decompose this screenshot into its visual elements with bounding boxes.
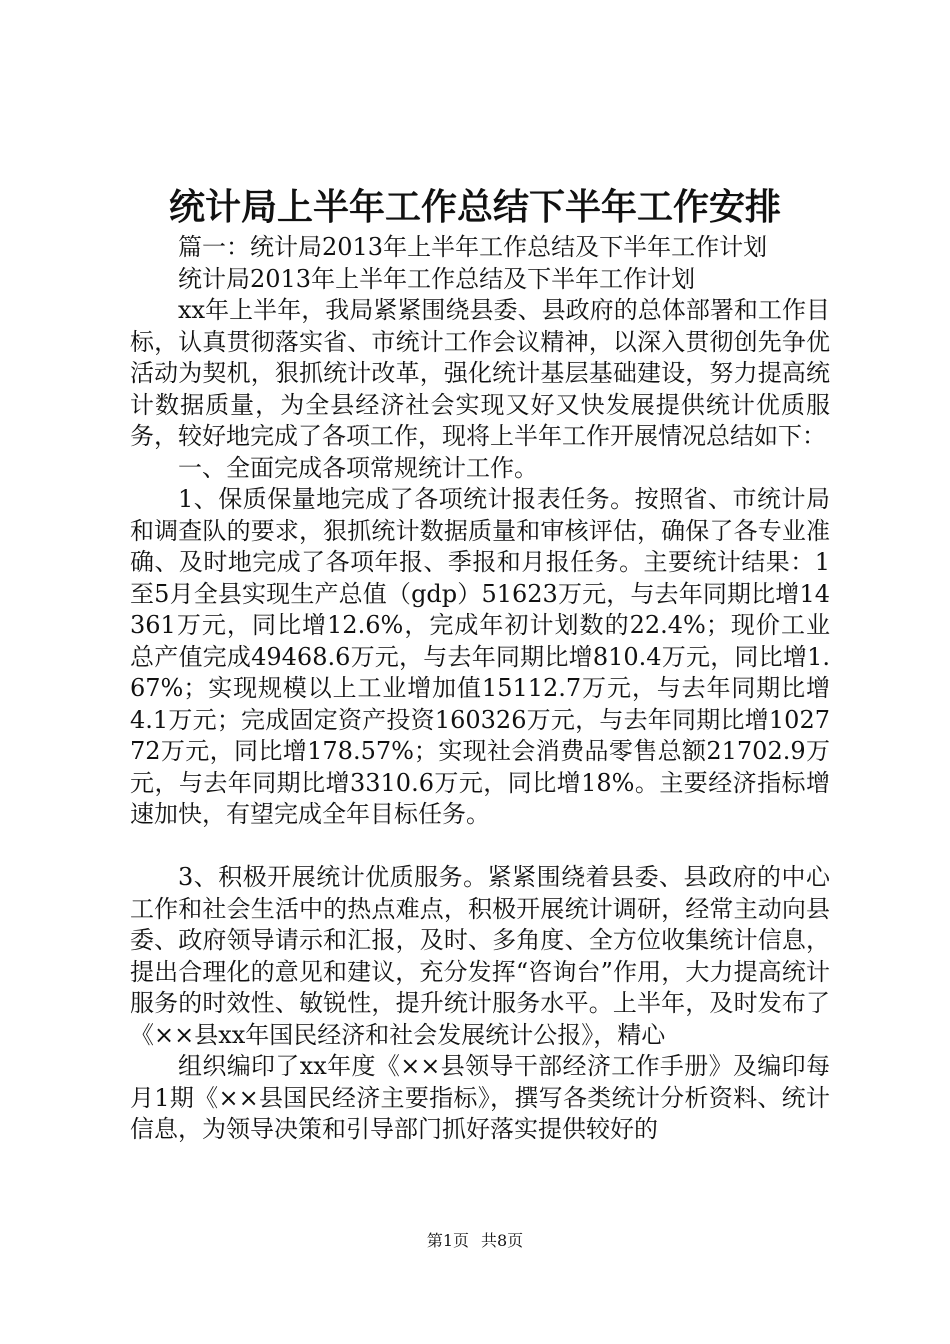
paragraph-heading: 篇一：统计局2013年上半年工作总结及下半年工作计划 <box>178 233 768 261</box>
paragraph-section-one: 一、全面完成各项常规统计工作。 <box>178 453 538 482</box>
page-footer <box>0 1230 950 1252</box>
document-title: 统计局上半年工作总结下半年工作安排 <box>168 187 781 228</box>
page-total: 共8页 <box>481 1231 524 1250</box>
document-body <box>130 232 830 1146</box>
paragraph-intro: xx年上半年，我局紧紧围绕县委、县政府的总体部署和工作目标，认真贯彻落实省、市统计工作会议精神，以深入贯彻创先争优活动为契机，狠抓统计改革，强化统计基层基础建设，努力提高统计数据质量，为全县经济社会实现又好又快发展提供统计优质服务，较好地完成了各项工作，现将上半年工作开展情况总结如下： <box>130 296 830 450</box>
paragraph-subheading: 统计局2013年上半年工作总结及下半年工作计划 <box>178 264 696 293</box>
paragraph-item-3: 3、积极开展统计优质服务。紧紧围绕着县委、县政府的中心工作和社会生活中的热点难点，积极开展统计调研，经常主动向县委、政府领导请示和汇报，及时、多角度、全方位收集统计信息，提出合理化的意见和建议，充分发挥“咨询台”作用，大力提高统计服务的时效性、敏锐性，提升统计服务水平。上半年，及时发布了《××县xx年国民经济和社会发展统计公报》，精心 <box>130 863 830 1049</box>
paragraph-continued: 组织编印了xx年度《××县领导干部经济工作手册》及编印每月1期《××县国民经济主要指标》，撰写各类统计分析资料、统计信息，为领导决策和引导部门抓好落实提供较好的 <box>130 1052 830 1143</box>
page-number: 第1页 <box>426 1231 469 1250</box>
paragraph-item-1: 1、保质保量地完成了各项统计报表任务。按照省、市统计局和调查队的要求，狠抓统计数据质量和审核评估，确保了各专业准确、及时地完成了各项年报、季报和月报任务。主要统计结果：1至5月全县实现生产总值（gdp）51623万元，与去年同期比增14361万元，同比增12.6%，完成年初计划数的22.4%；现价工业总产值完成49468.6万元，与去年同期比增810.4万元，同比增1.67%；实现规模以上工业增加值15112.7万元，与去年同期比增4.1万元；完成固定资产投资160326万元，与去年同期比增102772万元，同比增178.57%；实现社会消费品零售总额21702.9万元，与去年同期比增3310.6万元，同比增18%。主要经济指标增速加快，有望完成全年目标任务。 <box>130 485 830 828</box>
